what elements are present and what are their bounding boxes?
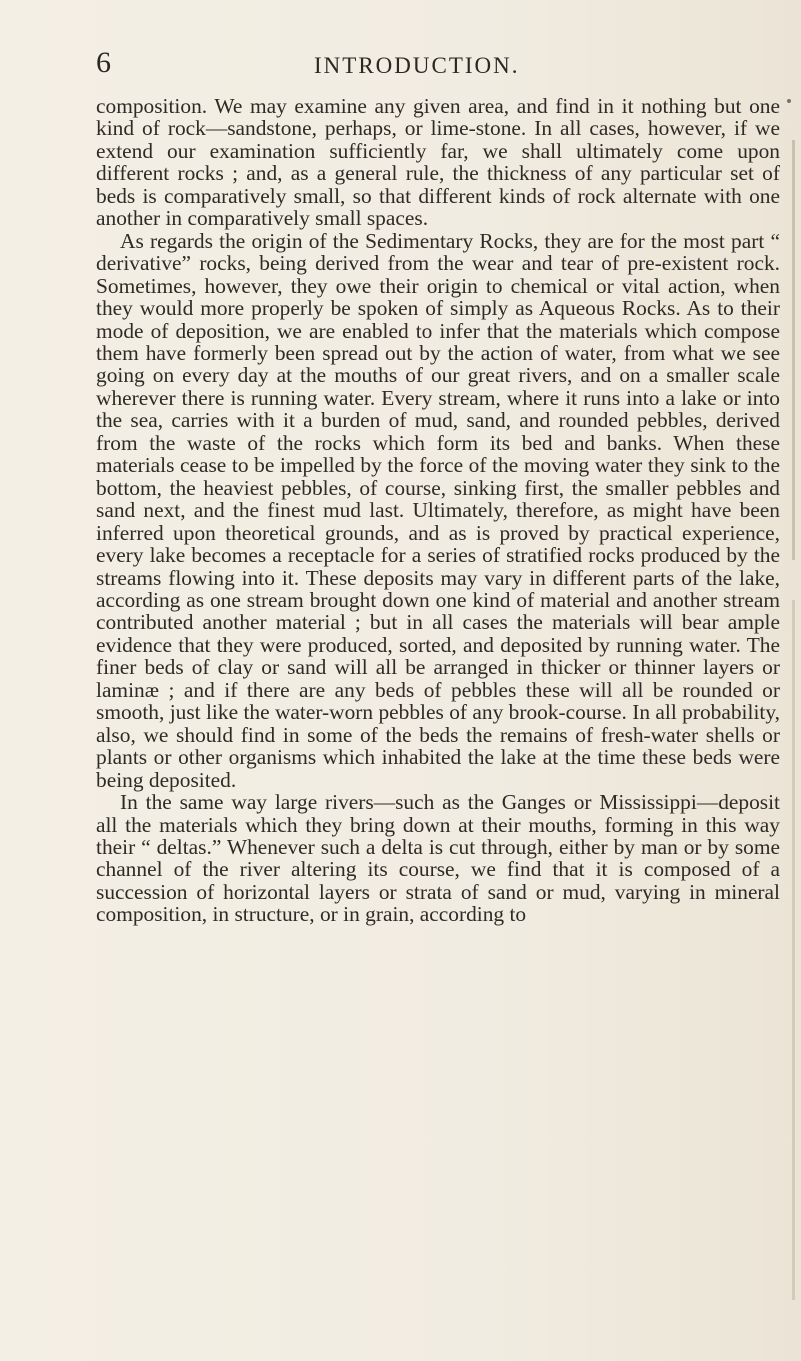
paragraph-3: In the same way large rivers—such as the Ganges or Mississippi—deposit all the materials which they bring down at their mouths, forming in this way their “ deltas.” Whenever such a delta is cut through, either by man or by some channel of the river altering its course, we find that it is composed of a succession of horizontal layers or strata of sand or mud, varying in mineral composition, in structure, or in grain, according to bbox=[96, 790, 780, 927]
paragraph-2: As regards the origin of the Sedimentary Rocks, they are for the most part “ derivative” rocks, being derived from the wear and tear of pre-existent rock. Sometimes, however, they owe their origin to chemical or vital action, when they would more properly be spoken of simply as Aqueous Rocks. As to their mode of deposition, we are enabled to infer that the materials which compose them have formerly been spread out by the action of water, from what we see going on every day at the mouths of our great rivers, and on a smaller scale wherever there is running water. Every stream, where it runs into a lake or into the sea, carries with it a burden of mud, sand, and rounded pebbles, derived from the waste of the rocks which form its bed and banks. When these materials cease to be impelled by the force of the moving water they sink to the bottom, the heaviest pebbles, of course, sinking first, the smaller pebbles and sand next, and the finest mud last. Ultimately, therefore, as might have been inferred upon theoretical grounds, and as is proved by practical experience, every lake becomes a receptacle for a series of stratified rocks produced by the streams flowing into it. These deposits may vary in different parts of the lake, according as one stream brought down one kind of material and another stream contributed another material ; but in all cases the materials will bear ample evidence that they were produced, sorted, and deposited by running water. The finer beds of clay or sand will all be arranged in thicker or thinner layers or laminæ ; and if there are any beds of pebbles these will all be rounded or smooth, just like the water-worn pebbles of any brook-course. In all probability, also, we should find in some of the beds the remains of fresh-water shells or plants or other organisms which inhabited the lake at the time these beds were being deposited. bbox=[96, 228, 780, 792]
page-edge-shadow-lower bbox=[792, 600, 795, 1300]
page-edge-shadow bbox=[792, 140, 795, 560]
running-head: INTRODUCTION. bbox=[314, 53, 520, 78]
margin-mark bbox=[787, 99, 791, 103]
page-number: 6 bbox=[96, 46, 111, 79]
body-text bbox=[96, 95, 780, 926]
page-header bbox=[96, 46, 786, 86]
paragraph-1: composition. We may examine any given area, and find in it nothing but one kind of rock—sandstone, perhaps, or lime-stone. In all cases, however, if we extend our examination sufficiently far, we shall ultimately come upon different rocks ; and, as a general rule, the thickness of any particular set of beds is comparatively small, so that different kinds of rock alternate with one another in comparatively small spaces. bbox=[96, 94, 780, 231]
